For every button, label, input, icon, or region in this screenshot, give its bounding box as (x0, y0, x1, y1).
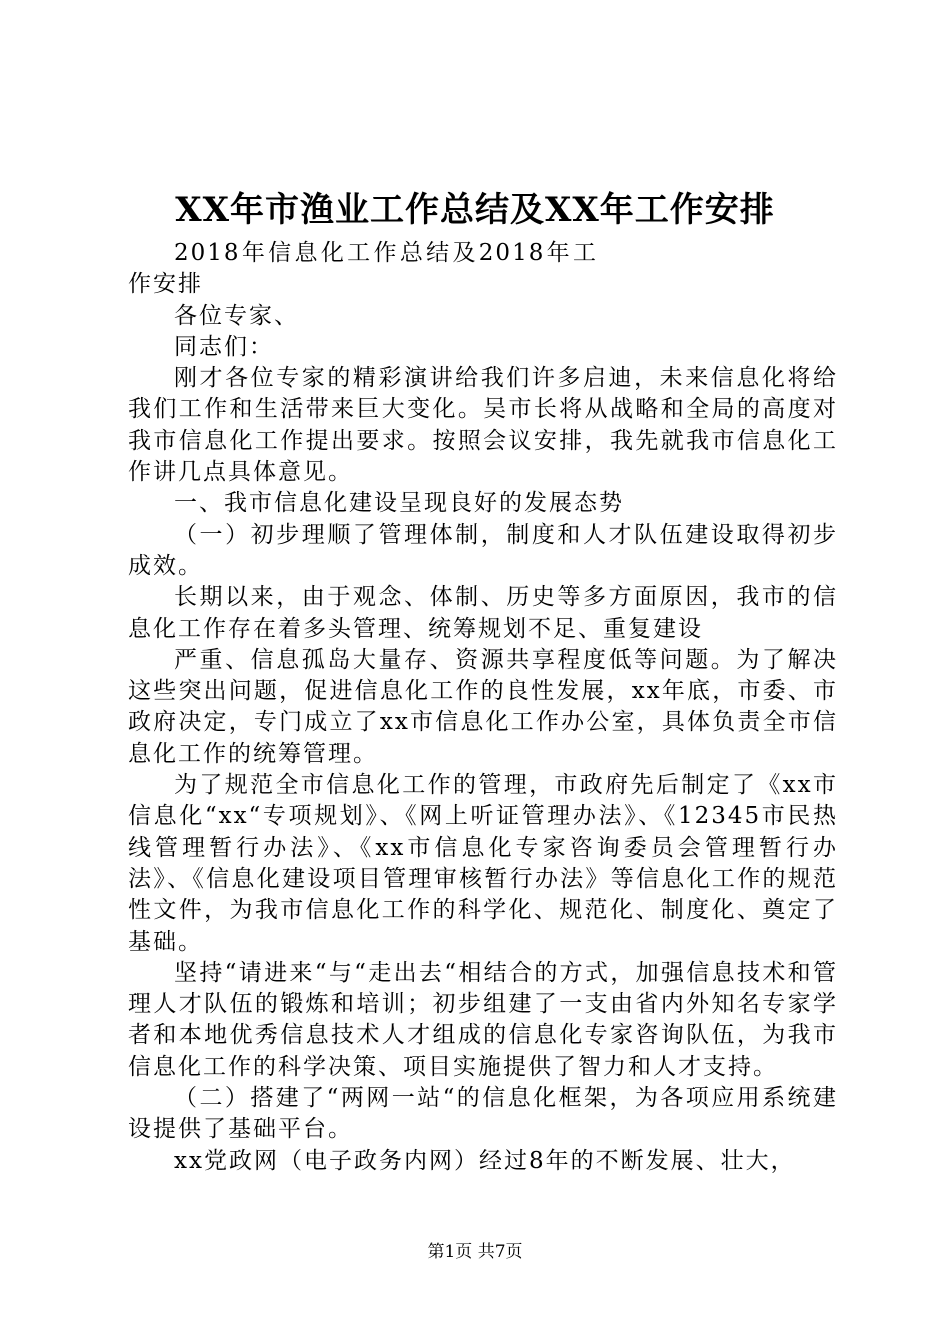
paragraph: 坚持“请进来“与“走出去“相结合的方式，加强信息技术和管理人才队伍的锻炼和培训；初步组建了一支由省内外知名专家学者和本地优秀信息技术人才组成的信息化专家咨询队伍，为我市信息化工作的科学决策、项目实施提供了智力和人才支持。 (128, 959, 838, 1080)
paragraph: 各位专家、 (174, 302, 299, 329)
paragraph: 同志们： (174, 333, 274, 360)
paragraph: 严重、信息孤岛大量存、资源共享程度低等问题。为了解决这些突出问题，促进信息化工作的良性发展，xx年底，市委、市政府决定，专门成立了xx市信息化工作办公室，具体负责全市信息化工作的统筹管理。 (128, 646, 838, 767)
section-heading: 一、我市信息化建设呈现良好的发展态势 (174, 490, 624, 517)
subsection-heading: （一）初步理顺了管理体制，制度和人才队伍建设取得初步成效。 (128, 521, 838, 579)
document-body (128, 238, 838, 1177)
paragraph: 2018年信息化工作总结及2018年工作安排 (128, 240, 598, 298)
paragraph: 长期以来，由于观念、体制、历史等多方面原因，我市的信息化工作存在着多头管理、统筹规划不足、重复建设 (128, 584, 838, 642)
paragraph: xx党政网（电子政务内网）经过8年的不断发展、壮大， (174, 1147, 796, 1174)
document-title: XX年市渔业工作总结及XX年工作安排 (175, 190, 775, 230)
paragraph: 刚才各位专家的精彩演讲给我们许多启迪，未来信息化将给我们工作和生活带来巨大变化。吴市长将从战略和全局的高度对我市信息化工作提出要求。按照会议安排，我先就我市信息化工作讲几点具体意见。 (128, 365, 838, 486)
subsection-heading: （二）搭建了“两网一站“的信息化框架，为各项应用系统建设提供了基础平台。 (128, 1085, 838, 1143)
page-footer: 第1页 共7页 (427, 1242, 523, 1262)
paragraph: 为了规范全市信息化工作的管理，市政府先后制定了《xx市信息化“xx“专项规划》、《网上听证管理办法》、《12345市民热线管理暂行办法》、《xx市信息化专家咨询委员会管理暂行办法》、《信息化建设项目管理审核暂行办法》等信息化工作的规范性文件，为我市信息化工作的科学化、规范化、制度化、奠定了基础。 (128, 772, 838, 955)
